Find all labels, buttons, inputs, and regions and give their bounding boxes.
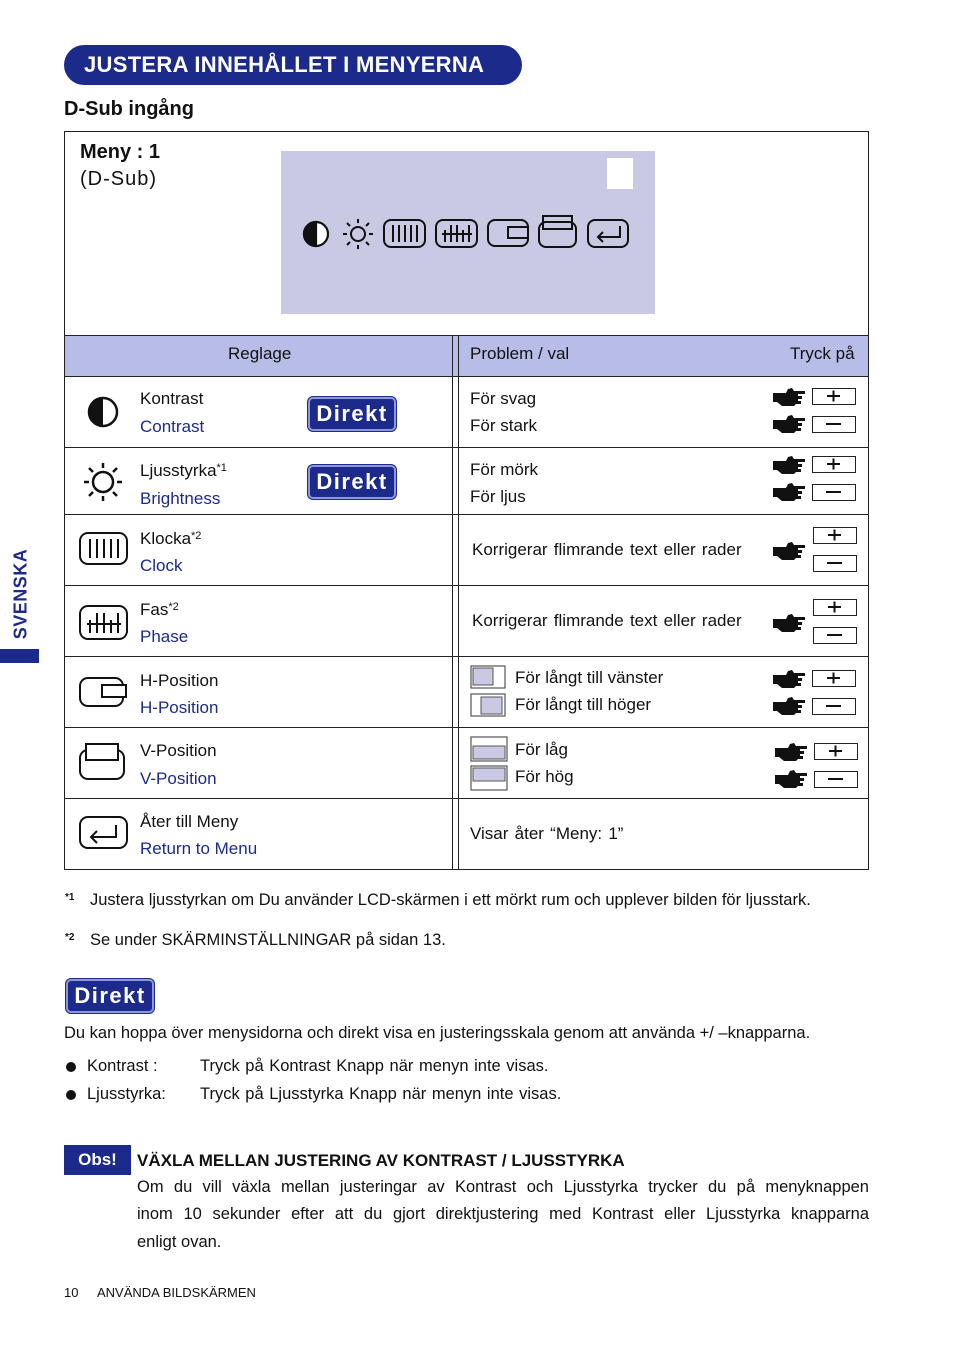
plus-key[interactable] <box>814 743 858 760</box>
phase-icon <box>78 604 130 642</box>
row-separator <box>65 447 868 448</box>
v-position-icon <box>78 742 130 782</box>
problem-text: För långt till höger <box>515 695 652 714</box>
row-separator <box>65 798 868 799</box>
table-header <box>65 335 868 377</box>
footnote-ref: *2 <box>191 530 202 542</box>
brightness-icon <box>82 461 124 503</box>
column-divider <box>452 335 453 869</box>
row-label-en: H-Position <box>140 698 219 717</box>
minus-key[interactable] <box>812 484 856 501</box>
osd-contrast-icon <box>304 222 328 246</box>
problem-text: Korrigerar flimrande text eller rader <box>472 611 742 630</box>
shift-down-icon <box>470 736 508 762</box>
osd-h-position-icon <box>488 220 528 246</box>
pointing-hand-icon <box>772 613 806 633</box>
shift-left-icon <box>470 665 506 689</box>
minus-key[interactable] <box>812 416 856 433</box>
problem-text: För låg <box>515 740 568 759</box>
pointing-hand-icon <box>772 455 806 475</box>
plus-key[interactable] <box>812 670 856 687</box>
row-label-en: Phase <box>140 627 189 646</box>
row-label-en: Return to Menu <box>140 839 258 858</box>
footnote-mark: *2 <box>65 932 75 943</box>
column-header-controls: Reglage <box>228 344 292 363</box>
language-tab <box>0 649 39 663</box>
footnote-text: Justera ljusstyrkan om Du använder LCD-skärmen i ett mörkt rum och upplever bilden för ljusstark. <box>90 891 811 909</box>
pointing-hand-icon <box>772 669 806 689</box>
direkt-description: Du kan hoppa över menysidorna och direkt visa en justeringsskala genom att använda +/ –knapparna. <box>64 1024 811 1042</box>
note-badge: Obs! <box>64 1145 131 1175</box>
pointing-hand-icon <box>772 387 806 407</box>
problem-text: Korrigerar flimrande text eller rader <box>472 540 742 559</box>
pointing-hand-icon <box>772 414 806 434</box>
pointing-hand-icon <box>772 541 806 561</box>
column-header-press: Tryck på <box>790 344 855 363</box>
row-label: Fas$^{*2}$ <box>140 600 179 619</box>
problem-text: För långt till vänster <box>515 668 664 687</box>
note-line: enligt ovan. <box>137 1233 222 1251</box>
row-separator <box>65 514 868 515</box>
osd-icon-bar <box>298 214 638 252</box>
minus-key[interactable] <box>814 771 858 788</box>
bullet-dot <box>66 1062 76 1072</box>
footnote-ref: *1 <box>216 462 227 474</box>
return-icon <box>78 815 130 851</box>
plus-key[interactable] <box>813 527 857 544</box>
minus-key[interactable] <box>813 627 857 644</box>
note-line: Om du vill växla mellan justeringar av Kontrast och Ljusstyrka trycker du på menyknappen <box>137 1178 869 1196</box>
bullet-text: Tryck på Ljusstyrka Knapp när menyn inte visas. <box>200 1085 562 1103</box>
row-separator <box>65 585 868 586</box>
plus-key[interactable] <box>812 388 856 405</box>
menu-subtitle: (D-Sub) <box>80 168 158 190</box>
problem-text: För svag <box>470 389 537 408</box>
osd-return-icon <box>588 220 628 247</box>
row-label-en: Brightness <box>140 489 221 508</box>
language-tab-label: SVENSKA <box>10 548 31 640</box>
osd-phase-icon <box>436 220 477 247</box>
problem-text: För hög <box>515 767 574 786</box>
problem-text: Visar åter “Meny: 1” <box>470 824 624 843</box>
direkt-button[interactable]: Direkt <box>308 397 396 431</box>
section-subtitle: D-Sub ingång <box>64 98 194 120</box>
osd-clock-icon <box>384 220 425 247</box>
row-label: Ljusstyrka$^{*1}$ <box>140 461 227 480</box>
pointing-hand-icon <box>772 696 806 716</box>
pointing-hand-icon <box>772 482 806 502</box>
shift-right-icon <box>470 693 506 717</box>
menu-title: Meny : 1 <box>80 141 161 163</box>
row-separator <box>65 727 868 728</box>
problem-text: För ljus <box>470 487 526 506</box>
h-position-icon <box>78 674 130 710</box>
bullet-key: Kontrast : <box>87 1057 158 1075</box>
osd-v-position-icon <box>539 216 576 247</box>
direkt-button[interactable]: Direkt <box>308 465 396 499</box>
note-line: inom 10 sekunder efter att du gjort direktjustering med Kontrast eller Ljusstyrka knapparna <box>137 1205 869 1223</box>
column-divider <box>458 335 459 869</box>
plus-key[interactable] <box>812 456 856 473</box>
column-header-problem: Problem / val <box>470 344 570 363</box>
footnote-mark: *1 <box>65 892 75 903</box>
plus-key[interactable] <box>813 599 857 616</box>
section-title: JUSTERA INNEHÅLLET I MENYERNA <box>64 45 522 85</box>
note-title: VÄXLA MELLAN JUSTERING AV KONTRAST / LJUSSTYRKA <box>137 1151 625 1170</box>
minus-key[interactable] <box>812 698 856 715</box>
row-label: Kontrast <box>140 389 204 408</box>
contrast-icon <box>86 395 120 429</box>
bullet-text: Tryck på Kontrast Knapp när menyn inte visas. <box>200 1057 549 1075</box>
row-label-en: Contrast <box>140 417 205 436</box>
shift-up-icon <box>470 765 508 791</box>
problem-text: För stark <box>470 416 538 435</box>
row-label: Klocka$^{*2}$ <box>140 529 202 548</box>
footnote-text: Se under SKÄRMINSTÄLLNINGAR på sidan 13. <box>90 931 446 949</box>
pointing-hand-icon <box>774 742 808 762</box>
clock-icon <box>78 531 130 567</box>
footnote-ref: *2 <box>168 601 179 613</box>
osd-brightness-icon <box>343 219 373 249</box>
footer-title: ANVÄNDA BILDSKÄRMEN <box>97 1285 256 1300</box>
bullet-dot <box>66 1090 76 1100</box>
bullet-key: Ljusstyrka: <box>87 1085 166 1103</box>
row-label: Åter till Meny <box>140 812 239 831</box>
row-label: H-Position <box>140 671 219 690</box>
row-label-en: V-Position <box>140 769 217 788</box>
pointing-hand-icon <box>774 769 808 789</box>
osd-indicator <box>607 158 633 189</box>
direkt-badge: Direkt <box>66 979 154 1013</box>
page-number: 10 <box>64 1285 79 1300</box>
problem-text: För mörk <box>470 460 538 479</box>
row-label-en: Clock <box>140 556 183 575</box>
row-label: V-Position <box>140 741 217 760</box>
minus-key[interactable] <box>813 555 857 572</box>
row-separator <box>65 656 868 657</box>
